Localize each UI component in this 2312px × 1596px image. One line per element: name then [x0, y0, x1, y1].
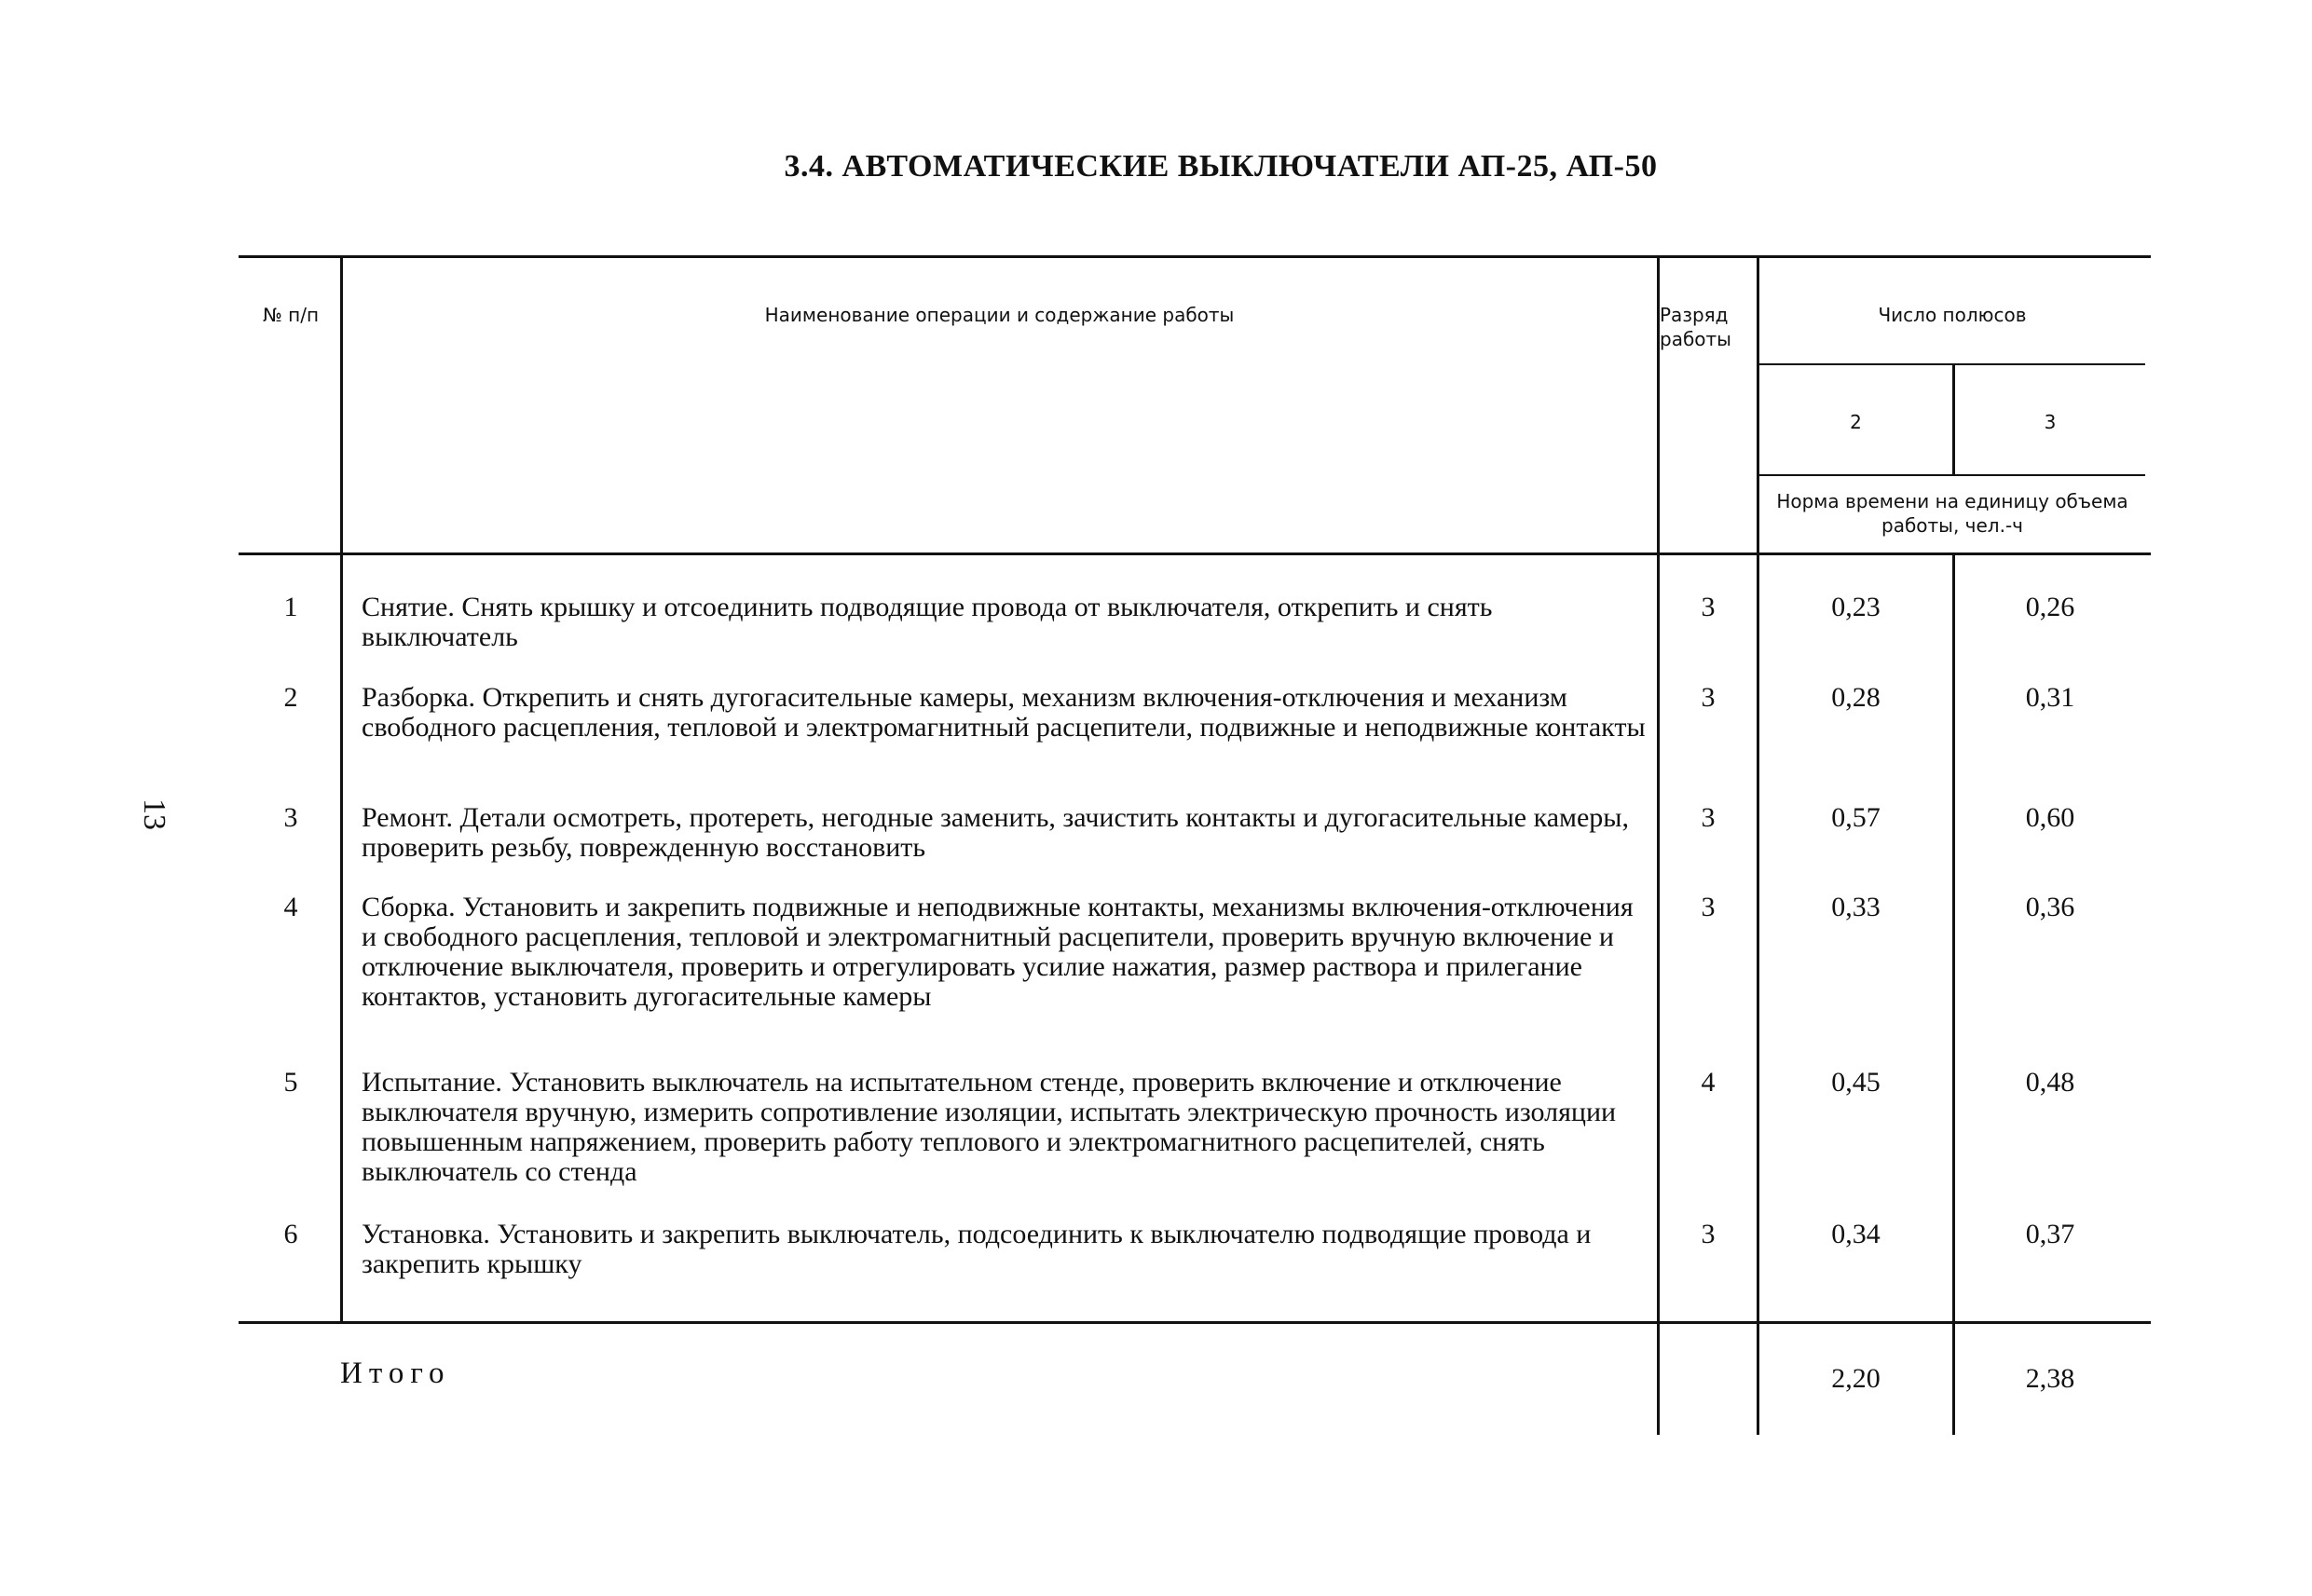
row-2-pole2: 0,28	[1831, 682, 1881, 713]
row-1-grade: 3	[1701, 592, 1716, 622]
row-3-pole3: 0,60	[2025, 802, 2075, 833]
row-2-text: Разборка. Открепить и снять дугогасительные камеры, механизм включения-отключения и механизм свободного расцепления, тепловой и электромагнитный расцепители, подвижные и неподвижные контакты	[362, 682, 1646, 743]
row-4-text: Сборка. Установить и закрепить подвижные и неподвижные контакты, механизмы включения-отключения и свободного расцепления, тепловой и электромагнитный расцепители, проверить вручную включение и отключение выключателя, проверить и отрегулировать усилие нажатия, размер раствора и прилегание контактов, установить дугогасительные камеры	[362, 892, 1634, 1012]
norm-header-rule	[1758, 474, 2145, 476]
row-1-pole2: 0,23	[1831, 592, 1881, 622]
row-1-text: Снятие. Снять крышку и отсоединить подводящие провода от выключателя, открепить и снять выключатель	[362, 592, 1493, 652]
page-number: 13	[137, 798, 171, 830]
row-5-no: 5	[283, 1067, 298, 1098]
row-3-grade: 3	[1701, 802, 1716, 833]
row-4-pole2: 0,33	[1831, 892, 1881, 922]
row-5-pole3: 0,48	[2025, 1067, 2075, 1098]
row-6-grade: 3	[1701, 1219, 1716, 1249]
row-4-grade: 3	[1701, 892, 1716, 922]
row-6-pole3: 0,37	[2025, 1219, 2075, 1249]
header-grade: Разряд работы	[1660, 304, 1731, 350]
row-3-text: Ремонт. Детали осмотреть, протереть, негодные заменить, зачистить контакты и дугогасительные камеры, проверить резьбу, поврежденную восстановить	[362, 802, 1629, 863]
total-pole3: 2,38	[2025, 1363, 2075, 1394]
row-6-pole2: 0,34	[1831, 1219, 1881, 1249]
page-title: 3.4. АВТОМАТИЧЕСКИЕ ВЫКЛЮЧАТЕЛИ АП-25, АП-50	[784, 149, 1658, 184]
body-bottom-rule	[239, 1321, 2151, 1324]
header-poles: Число полюсов	[1878, 304, 2027, 326]
header-pole-2: 2	[1850, 411, 1862, 433]
row-2-grade: 3	[1701, 682, 1716, 713]
table-top-rule	[239, 255, 2151, 258]
total-label: Итого	[340, 1357, 451, 1390]
row-2-pole3: 0,31	[2025, 682, 2075, 713]
row-2-no: 2	[283, 682, 298, 713]
header-bottom-rule	[239, 552, 2151, 555]
row-6-no: 6	[283, 1219, 298, 1249]
row-5-pole2: 0,45	[1831, 1067, 1881, 1098]
col-divider-grade	[1657, 255, 1660, 1435]
header-no: № п/п	[262, 304, 320, 326]
row-3-pole2: 0,57	[1831, 802, 1881, 833]
col-divider-no	[340, 255, 343, 1323]
row-5-text: Испытание. Установить выключатель на испытательном стенде, проверить включение и отключение выключателя вручную, измерить сопротивление изоляции, испытать электрическую прочность изоляции повышенным напряжением, проверить работу теплового и электромагнитного расцепителей, снять выключатель со стенда	[362, 1067, 1617, 1187]
header-name: Наименование операции и содержание работы	[764, 304, 1235, 326]
row-4-no: 4	[283, 892, 298, 922]
header-norm: Норма времени на единицу объема работы, чел.-ч	[1776, 490, 2128, 537]
total-pole2: 2,20	[1831, 1363, 1881, 1394]
row-1-no: 1	[283, 592, 298, 622]
row-3-no: 3	[283, 802, 298, 833]
header-pole-3: 3	[2044, 411, 2057, 433]
row-4-pole3: 0,36	[2025, 892, 2075, 922]
row-1-pole3: 0,26	[2025, 592, 2075, 622]
row-6-text: Установка. Установить и закрепить выключатель, подсоединить к выключателю подводящие провода и закрепить крышку	[362, 1219, 1592, 1279]
row-5-grade: 4	[1701, 1067, 1716, 1098]
